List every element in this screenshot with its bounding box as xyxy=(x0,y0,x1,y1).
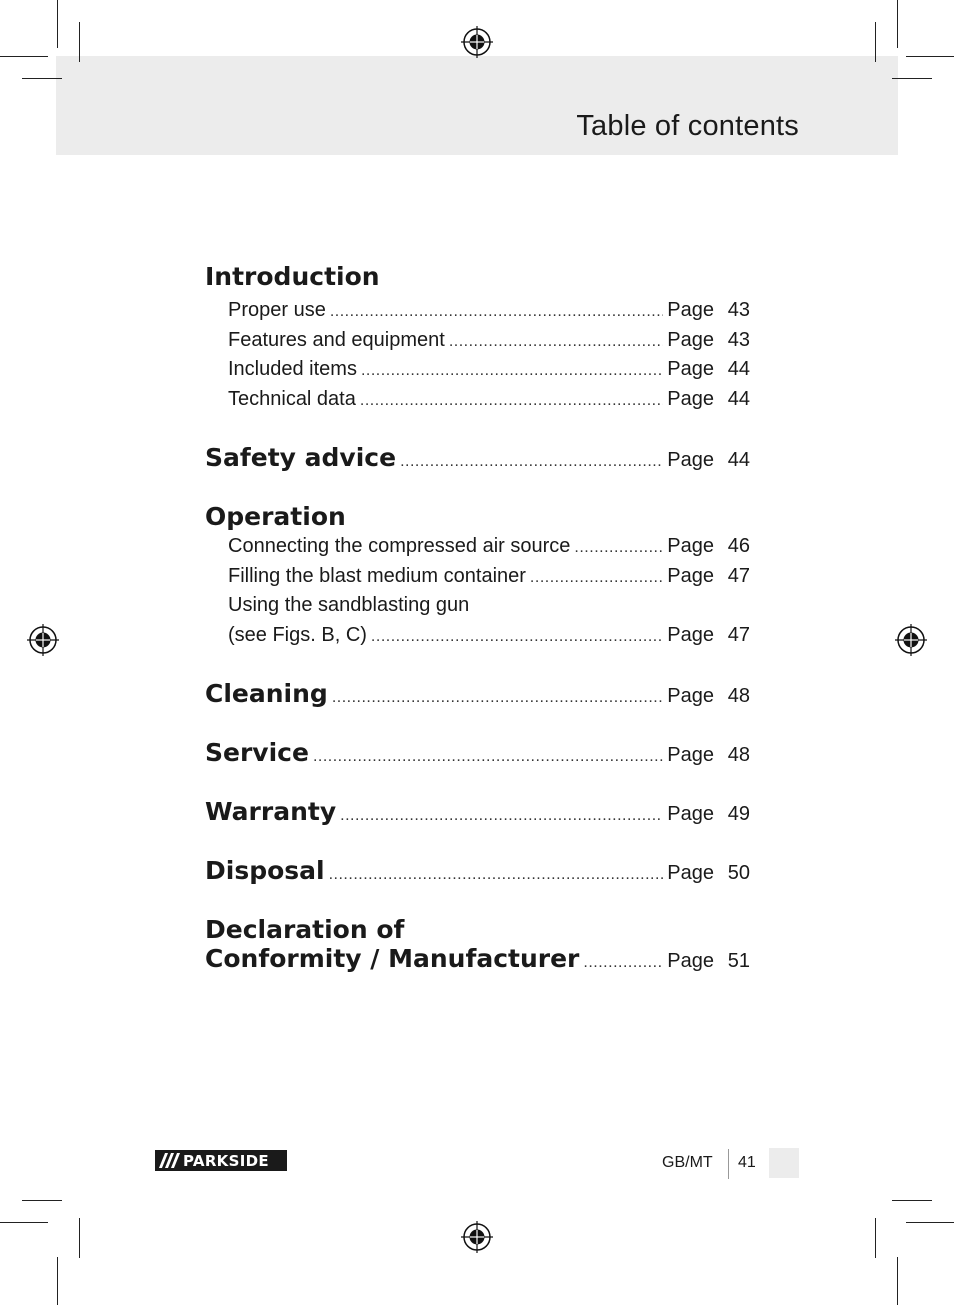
page-number: 44 xyxy=(727,387,750,410)
toc-entry-label: (see Figs. B, C) xyxy=(228,623,367,646)
toc-entry-label-line1: Using the sandblasting gun xyxy=(228,594,470,616)
leader-dots xyxy=(330,297,663,327)
toc-section-service[interactable] xyxy=(205,738,750,768)
toc-section-declaration-of-conformity[interactable] xyxy=(205,915,750,974)
leader-dots xyxy=(340,801,663,831)
brand-name: PARKSIDE xyxy=(183,1151,269,1170)
footer-divider xyxy=(728,1149,729,1179)
leader-dots xyxy=(400,447,663,477)
crop-mark xyxy=(875,1218,876,1258)
crop-mark xyxy=(79,22,80,62)
logo-slashes-icon xyxy=(155,1150,181,1171)
page-ref xyxy=(667,858,750,888)
leader-dots xyxy=(361,356,663,386)
toc-section-title-line1: Declaration of xyxy=(205,915,405,944)
toc-section-cleaning[interactable] xyxy=(205,679,750,709)
page-number: 51 xyxy=(727,950,750,972)
page-number: 43 xyxy=(727,299,750,321)
page-word: Page xyxy=(667,803,714,825)
leader-dots xyxy=(583,948,663,978)
toc-entry[interactable] xyxy=(228,326,750,356)
toc-entry-label: Connecting the compressed air source xyxy=(228,535,571,557)
crop-mark xyxy=(0,56,48,57)
page-ref xyxy=(667,740,750,770)
page-ref xyxy=(667,621,750,651)
leader-dots xyxy=(530,563,663,593)
page-word: Page xyxy=(667,744,714,766)
toc-section-title: Safety advice xyxy=(205,443,397,472)
crop-mark xyxy=(22,78,62,79)
page-word: Page xyxy=(667,328,714,351)
page-ref xyxy=(667,296,750,326)
leader-dots xyxy=(313,742,663,772)
toc-section-warranty[interactable] xyxy=(205,797,750,827)
page-number: 44 xyxy=(727,449,750,471)
page-ref xyxy=(667,445,750,475)
toc-section-title: Conformity / Manufacturer xyxy=(205,944,580,973)
leader-dots xyxy=(371,622,663,652)
crop-mark xyxy=(57,1257,58,1305)
page-ref xyxy=(667,681,750,711)
crop-mark xyxy=(906,56,954,57)
footer-tab xyxy=(769,1148,799,1178)
crop-mark xyxy=(892,78,932,79)
toc-section-title: Introduction xyxy=(205,262,380,291)
toc-entry[interactable] xyxy=(228,591,750,650)
toc-entry-label: Technical data xyxy=(228,387,356,410)
language-code: GB/MT xyxy=(662,1154,713,1171)
page-number: 47 xyxy=(727,564,750,587)
page-ref xyxy=(667,385,750,415)
page-ref xyxy=(667,799,750,829)
leader-dots xyxy=(329,860,664,890)
page-ref xyxy=(667,532,750,562)
page-ref xyxy=(667,355,750,385)
parkside-logo xyxy=(155,1150,287,1171)
page-word: Page xyxy=(667,862,714,884)
toc-entry-label: Proper use xyxy=(228,299,326,321)
toc-section-disposal[interactable] xyxy=(205,856,750,886)
page-word: Page xyxy=(667,685,714,707)
crop-mark xyxy=(22,1200,62,1201)
registration-mark-icon xyxy=(460,25,494,59)
crop-mark xyxy=(0,1222,48,1223)
registration-mark-icon xyxy=(460,1220,494,1254)
crop-mark xyxy=(57,0,58,48)
toc-section-title: Cleaning xyxy=(205,679,328,708)
page-number: 49 xyxy=(727,803,750,825)
crop-mark xyxy=(897,0,898,48)
page-word: Page xyxy=(667,387,714,410)
crop-mark xyxy=(897,1257,898,1305)
toc-entry[interactable] xyxy=(228,355,750,385)
toc-entry-label: Features and equipment xyxy=(228,328,445,351)
page-ref xyxy=(667,326,750,356)
page-number: 50 xyxy=(727,862,750,884)
leader-dots xyxy=(449,327,663,357)
page-word: Page xyxy=(667,535,714,557)
toc-entry[interactable] xyxy=(228,532,750,562)
registration-mark-icon xyxy=(894,623,928,657)
table-of-contents xyxy=(205,262,750,974)
page-word: Page xyxy=(667,623,714,646)
page-word: Page xyxy=(667,299,714,321)
page-number: 47 xyxy=(727,623,750,646)
toc-section-safety-advice[interactable] xyxy=(205,443,750,473)
toc-section-title: Service xyxy=(205,738,309,767)
leader-dots xyxy=(360,386,663,416)
toc-section-title: Disposal xyxy=(205,856,325,885)
toc-section-introduction xyxy=(205,262,750,414)
page-word: Page xyxy=(667,449,714,471)
toc-section-title: Operation xyxy=(205,502,346,531)
crop-mark xyxy=(892,1200,932,1201)
leader-dots xyxy=(332,683,663,713)
toc-section-operation xyxy=(205,502,750,650)
toc-entry[interactable] xyxy=(228,385,750,415)
page-number: 46 xyxy=(727,535,750,557)
page-ref xyxy=(667,562,750,592)
page-word: Page xyxy=(667,950,714,972)
page-word: Page xyxy=(667,358,714,380)
page-ref xyxy=(667,946,750,976)
page-number: 44 xyxy=(727,358,750,380)
registration-mark-icon xyxy=(26,623,60,657)
page-number: 43 xyxy=(727,328,750,351)
page-number: 48 xyxy=(727,685,750,707)
toc-section-title: Warranty xyxy=(205,797,337,826)
page-word: Page xyxy=(667,564,714,587)
toc-entry-label: Filling the blast medium container xyxy=(228,564,526,587)
page-number-footer: 41 xyxy=(738,1154,756,1171)
toc-entry-label: Included items xyxy=(228,358,357,380)
leader-dots xyxy=(574,533,663,563)
toc-entry[interactable] xyxy=(228,562,750,592)
page-number: 48 xyxy=(727,744,750,766)
crop-mark xyxy=(875,22,876,62)
page-title: Table of contents xyxy=(576,110,799,142)
toc-entry[interactable] xyxy=(228,296,750,326)
crop-mark xyxy=(79,1218,80,1258)
crop-mark xyxy=(906,1222,954,1223)
